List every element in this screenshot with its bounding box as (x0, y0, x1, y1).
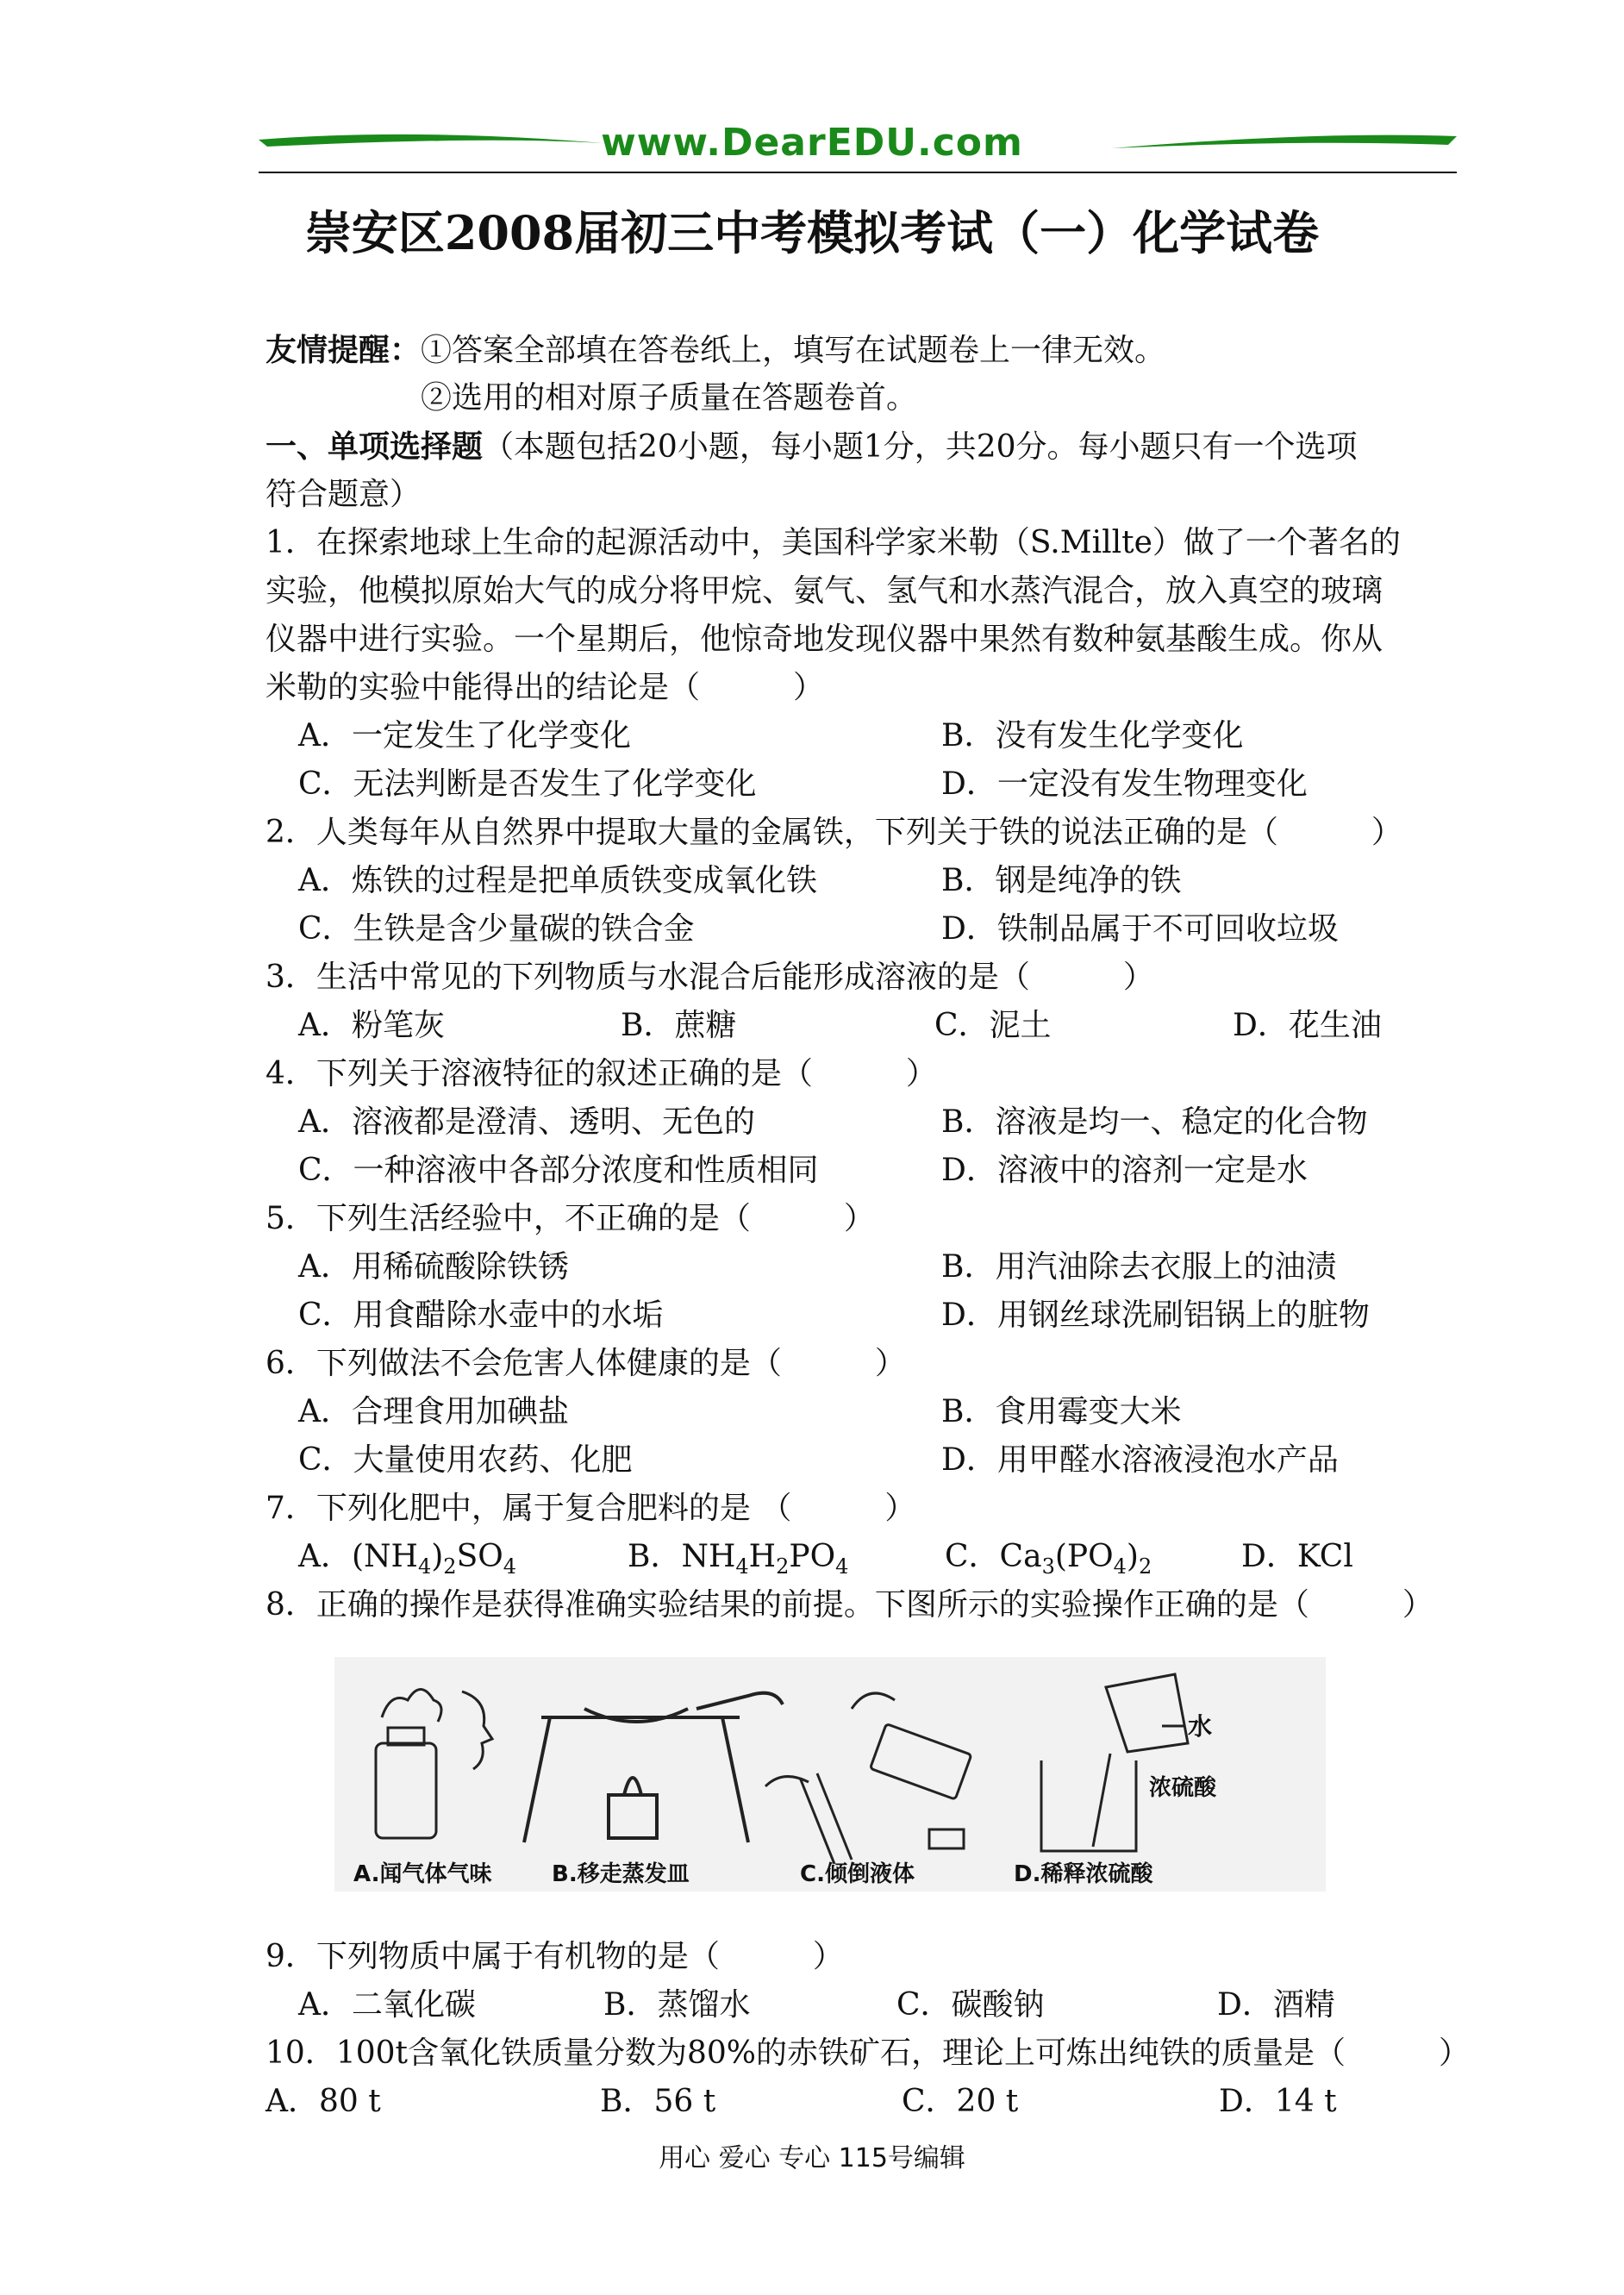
q6-stem: 6．下列做法不会危害人体健康的是（ ） (265, 1346, 906, 1381)
reminder-line2: ②选用的相对原子质量在答题卷首。 (421, 380, 918, 416)
q6-option-d: D．用甲醛水溶液浸泡水产品 (941, 1442, 1339, 1478)
section-desc-2: 符合题意） (265, 477, 422, 512)
q2-stem: 2．人类每年从自然界中提取大量的金属铁，下列关于铁的说法正确的是（ ） (265, 815, 1402, 850)
reminder (265, 333, 1165, 368)
q7-c-prefix: C． (945, 1539, 1000, 1574)
q10-option-a: A．80 t (265, 2084, 381, 2119)
q7-option-b: B．$NH_4H_2PO_4$ (628, 1539, 849, 1579)
q2-option-c: C．生铁是含少量碳的铁合金 (298, 911, 695, 947)
q7-stem: 7．下列化肥中，属于复合肥料的是 （ ） (265, 1491, 916, 1526)
q3-option-a: A．粉笔灰 (298, 1008, 445, 1043)
page-footer: 用心 爱心 专心 115号编辑 (659, 2143, 965, 2173)
q7-option-c: C．$Ca_3(PO_4)_2$ (945, 1539, 1152, 1579)
q8-stem: 8．正确的操作是获得准确实验结果的前提。下图所示的实验操作正确的是（ ） (265, 1587, 1433, 1623)
q7-option-a: A．$(NH_4)_2SO_4$ (298, 1539, 517, 1579)
q1-line1: 1．在探索地球上生命的起源活动中，美国科学家米勒（S.Millte）做了一个著名的 (265, 525, 1401, 560)
q1-line4: 米勒的实验中能得出的结论是（ ） (265, 670, 825, 705)
q2-option-a: A．炼铁的过程是把单质铁变成氧化铁 (298, 863, 817, 898)
reminder-line1: ①答案全部填在答卷纸上，填写在试题卷上一律无效。 (421, 333, 1166, 368)
q5-option-a: A．用稀硫酸除铁锈 (298, 1249, 569, 1285)
q9-option-b: B．蒸馏水 (603, 1987, 751, 2023)
q2-option-b: B．钢是纯净的铁 (941, 863, 1182, 898)
q5-option-d: D．用钢丝球洗刷铝锅上的脏物 (941, 1298, 1370, 1333)
q9-stem: 9．下列物质中属于有机物的是（ ） (265, 1939, 844, 1974)
label-water: 水 (1188, 1712, 1213, 1741)
q6-option-c: C．大量使用农药、化肥 (298, 1442, 633, 1478)
caption-b: B.移走蒸发皿 (552, 1861, 690, 1887)
q3-option-d: D．花生油 (1233, 1008, 1382, 1043)
q4-option-a: A．溶液都是澄清、透明、无色的 (298, 1104, 755, 1140)
section-desc: （本题包括20小题，每小题1分，共20分。每小题只有一个选项 (483, 429, 1358, 465)
q4-option-d: D．溶液中的溶剂一定是水 (941, 1153, 1308, 1188)
q9-option-a: A．二氧化碳 (298, 1987, 476, 2023)
site-logo: www.DearEDU.com (601, 121, 1023, 165)
section-title: 一、单项选择题 (265, 428, 484, 465)
q1-option-c: C．无法判断是否发生了化学变化 (298, 766, 757, 802)
q9-option-d: D．酒精 (1217, 1987, 1335, 2023)
q1-line2: 实验，他模拟原始大气的成分将甲烷、氨气、氢气和水蒸汽混合，放入真空的玻璃 (265, 573, 1384, 609)
q1-option-d: D．一定没有发生物理变化 (941, 766, 1308, 802)
q1-option-a: A．一定发生了化学变化 (298, 718, 631, 754)
section-heading (265, 429, 1358, 465)
q10-stem: 10．100t含氧化铁质量分数为80%的赤铁矿石，理论上可炼出纯铁的质量是（ ） (265, 2035, 1471, 2071)
q5-option-b: B．用汽油除去衣服上的油渍 (941, 1249, 1337, 1285)
q4-stem: 4．下列关于溶液特征的叙述正确的是（ ） (265, 1056, 937, 1091)
q9-option-c: C．碳酸钠 (896, 1987, 1045, 2023)
q3-option-b: B．蔗糖 (621, 1008, 737, 1043)
q2-option-d: D．铁制品属于不可回收垃圾 (941, 911, 1339, 947)
page-title: 崇安区2008届初三中考模拟考试（一）化学试卷 (304, 205, 1320, 260)
q7-b-prefix: B． (628, 1539, 682, 1574)
q4-option-b: B．溶液是均一、稳定的化合物 (941, 1104, 1368, 1140)
q10-option-c: C．20 t (902, 2084, 1019, 2119)
label-acid: 浓硫酸 (1149, 1775, 1217, 1801)
caption-d: D.稀释浓硫酸 (1014, 1861, 1153, 1887)
caption-c: C.倾倒液体 (800, 1861, 915, 1887)
q6-option-a: A．合理食用加碘盐 (298, 1394, 569, 1429)
q10-option-d: D．14 t (1219, 2084, 1337, 2119)
q1-option-b: B．没有发生化学变化 (941, 718, 1244, 754)
q5-option-c: C．用食醋除水壶中的水垢 (298, 1298, 664, 1333)
q3-stem: 3．生活中常见的下列物质与水混合后能形成溶液的是（ ） (265, 960, 1154, 995)
caption-a: A.闻气体气味 (353, 1861, 492, 1887)
q7-a-prefix: A． (298, 1539, 352, 1574)
q3-option-c: C．泥土 (934, 1008, 1052, 1043)
q5-stem: 5．下列生活经验中，不正确的是（ ） (265, 1201, 875, 1236)
reminder-label: 友情提醒： (265, 332, 422, 368)
q4-option-c: C．一种溶液中各部分浓度和性质相同 (298, 1153, 819, 1188)
q6-option-b: B．食用霉变大米 (941, 1394, 1182, 1429)
q8-figure (334, 1657, 1326, 1892)
q7-option-d: D．KCl (1241, 1539, 1353, 1574)
q1-line3: 仪器中进行实验。一个星期后，他惊奇地发现仪器中果然有数种氨基酸生成。你从 (265, 622, 1384, 657)
q10-option-b: B．56 t (600, 2084, 716, 2119)
